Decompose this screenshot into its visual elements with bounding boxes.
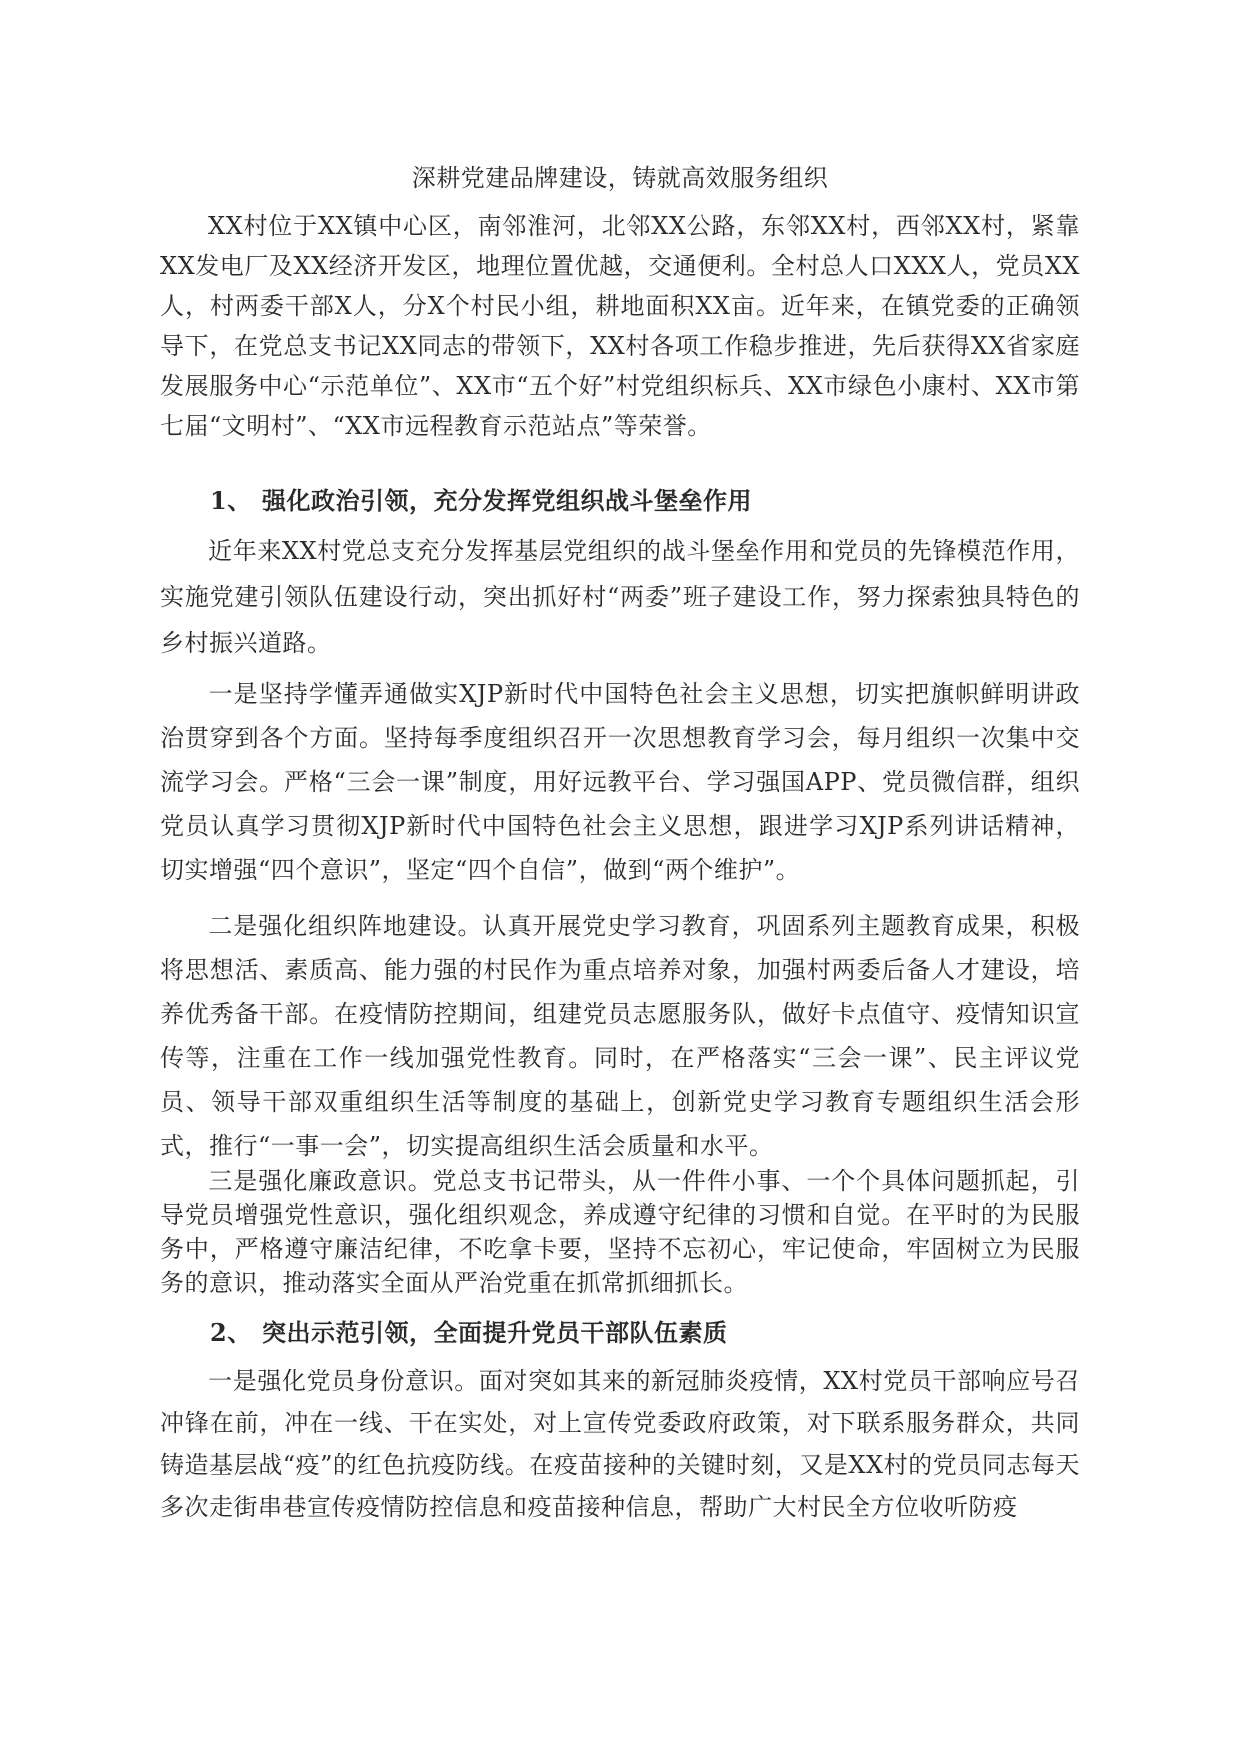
section-1-paragraph-1-text: 近年来XX村党总支充分发挥基层党组织的战斗堡垒作用和党员的先锋模范作用，实施党建引领队伍建设行动，突出抓好村“两委”班子建设工作，努力探索独具特色的乡村振兴道路。 — [160, 537, 1080, 657]
section-1-heading-text: 强化政治引领，充分发挥党组织战斗堡垒作用 — [262, 486, 752, 515]
section-1-heading — [210, 484, 1080, 518]
section-1-number: 1、 — [210, 486, 252, 515]
intro-paragraph — [160, 206, 1080, 446]
section-2-paragraph-1 — [160, 1360, 1080, 1528]
section-1-paragraph-3-text: 二是强化组织阵地建设。认真开展党史学习教育，巩固系列主题教育成果，积极将思想活、素质高、能力强的村民作为重点培养对象，加强村两委后备人才建设，培养优秀备干部。在疫情防控期间，组建党员志愿服务队，做好卡点值守、疫情知识宣传等，注重在工作一线加强党性教育。同时，在严格落实“三会一课”、民主评议党员、领导干部双重组织生活等制度的基础上，创新党史学习教育专题组织生活会形式，推行“一事一会”，切实提高组织生活会质量和水平。 — [160, 912, 1080, 1160]
section-1-paragraph-4 — [160, 1164, 1080, 1300]
section-1-paragraph-2-text: 一是坚持学懂弄通做实XJP新时代中国特色社会主义思想，切实把旗帜鲜明讲政治贯穿到各个方面。坚持每季度组织召开一次思想教育学习会，每月组织一次集中交流学习会。严格“三会一课”制度，用好远教平台、学习强国APP、党员微信群，组织党员认真学习贯彻XJP新时代中国特色社会主义思想，跟进学习XJP系列讲话精神，切实增强“四个意识”，坚定“四个自信”，做到“两个维护”。 — [160, 680, 1080, 884]
section-2-heading-text: 突出示范引领，全面提升党员干部队伍素质 — [262, 1318, 728, 1347]
section-1-paragraph-4-text: 三是强化廉政意识。党总支书记带头，从一件件小事、一个个具体问题抓起，引导党员增强党性意识，强化组织观念，养成遵守纪律的习惯和自觉。在平时的为民服务中，严格遵守廉洁纪律，不吃拿卡要，坚持不忘初心，牢记使命，牢固树立为民服务的意识，推动落实全面从严治党重在抓常抓细抓长。 — [160, 1167, 1080, 1297]
document-title: 深耕党建品牌建设，铸就高效服务组织 — [411, 164, 829, 192]
section-2-heading — [210, 1316, 1080, 1350]
section-2-number: 2、 — [210, 1318, 252, 1347]
section-1-paragraph-2 — [160, 672, 1080, 892]
section-1-paragraph-1 — [160, 528, 1080, 666]
section-1-paragraph-3 — [160, 904, 1080, 1168]
intro-text: XX村位于XX镇中心区，南邻淮河，北邻XX公路，东邻XX村，西邻XX村，紧靠XX发电厂及XX经济开发区，地理位置优越，交通便利。全村总人口XXX人，党员XX人，村两委干部X人，分X个村民小组，耕地面积XX亩。近年来，在镇党委的正确领导下，在党总支书记XX同志的带领下，XX村各项工作稳步推进，先后获得XX省家庭发展服务中心“示范单位”、XX市“五个好”村党组织标兵、XX市绿色小康村、XX市第七届“文明村”、“XX市远程教育示范站点”等荣誉。 — [160, 212, 1080, 440]
section-2-paragraph-1-text: 一是强化党员身份意识。面对突如其来的新冠肺炎疫情，XX村党员干部响应号召冲锋在前，冲在一线、干在实处，对上宣传党委政府政策，对下联系服务群众，共同铸造基层战“疫”的红色抗疫防线。在疫苗接种的关键时刻，又是XX村的党员同志每天多次走街串巷宣传疫情防控信息和疫苗接种信息，帮助广大村民全方位收听防疫 — [160, 1367, 1080, 1521]
